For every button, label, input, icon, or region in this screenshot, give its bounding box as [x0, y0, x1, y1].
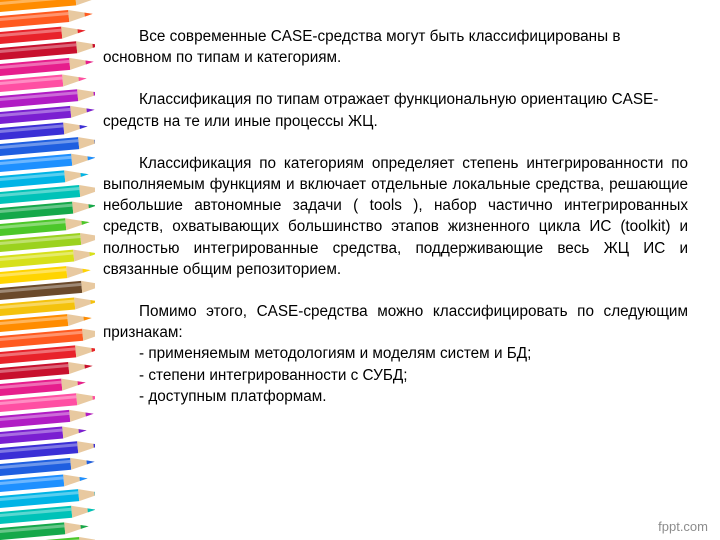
pencil-icon — [0, 56, 94, 77]
pencil-icon — [0, 200, 95, 221]
pencil-icon — [0, 360, 93, 381]
colored-pencils-border — [0, 0, 95, 540]
pencil-icon — [0, 104, 95, 125]
criteria-list-item: - применяемым методологиям и моделям систем и БД; — [139, 345, 532, 363]
pencil-icon — [0, 504, 95, 525]
pencil-icon — [0, 152, 95, 173]
pencil-icon — [0, 8, 93, 29]
pencil-icon — [0, 456, 95, 477]
pencil-icon — [0, 408, 94, 429]
paragraph-categories: Классификация по категориям определяет степень интегрированности по выполняемым функциям и включает отдельные локальные средства, решающие небольшие автономные задачи ( tools ), набор частично интегрированных средств, охватывающих большинство этапов жизненного цикла ИС (toolkit) и полностью интегрированные средства, поддерживающие весь ЖЦ ИС и связанные общим репозиторием. — [103, 154, 688, 278]
watermark-fppt: fppt.com — [658, 519, 708, 534]
pencil-icon — [0, 520, 89, 540]
paragraph-intro: Все современные CASE-средства могут быть классифицированы в основном по типам и категориям. — [103, 28, 621, 67]
paragraph-other-criteria: Помимо этого, CASE-средства можно классифицировать по следующим признакам: — [103, 303, 688, 342]
slide-text-body — [103, 26, 688, 407]
criteria-list-item: - доступным платформам. — [139, 387, 327, 405]
paragraph-types: Классификация по типам отражает функциональную ориентацию CASE-средств на те или иные процессы ЖЦ. — [103, 91, 659, 130]
criteria-list-item: - степени интегрированности с СУБД; — [139, 366, 408, 384]
pencil-icon — [0, 0, 95, 13]
